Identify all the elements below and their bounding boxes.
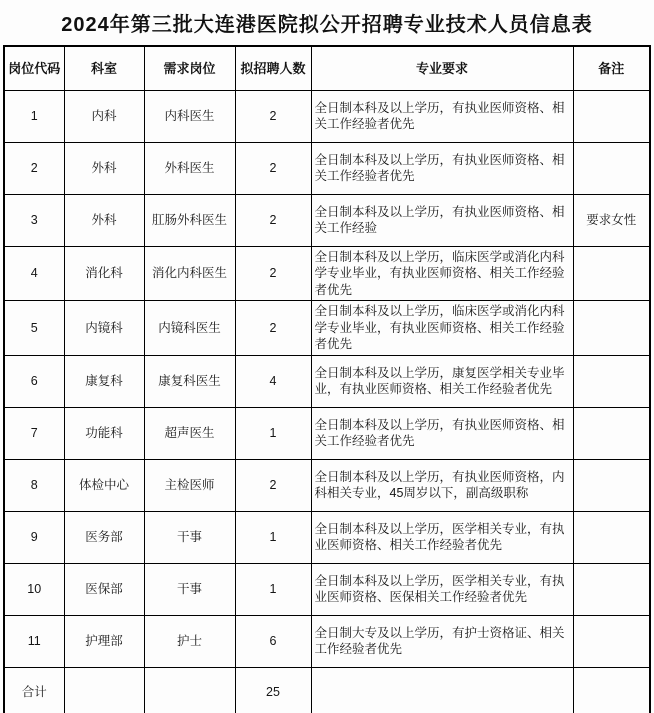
cell-code: 2: [4, 142, 64, 194]
cell-headcount: 1: [235, 563, 311, 615]
cell-remark: [573, 142, 650, 194]
cell-requirement: 全日制大专及以上学历，有护士资格证、相关工作经验者优先: [311, 615, 573, 667]
cell-remark: [573, 459, 650, 511]
cell-requirement: 全日制本科及以上学历，医学相关专业，有执业医师资格、相关工作经验者优先: [311, 511, 573, 563]
cell-headcount: 6: [235, 615, 311, 667]
cell-requirement: 全日制本科及以上学历，有执业医师资格，内科相关专业，45周岁以下，副高级职称: [311, 459, 573, 511]
cell-requirement: 全日制本科及以上学历，医学相关专业，有执业医师资格、医保相关工作经验者优先: [311, 563, 573, 615]
cell-headcount: 2: [235, 194, 311, 246]
table-row: [4, 142, 650, 194]
header-department: 科室: [64, 46, 144, 90]
header-row: [4, 46, 650, 90]
table-row: [4, 511, 650, 563]
total-position: [144, 667, 235, 713]
cell-code: 7: [4, 407, 64, 459]
cell-department: 护理部: [64, 615, 144, 667]
cell-remark: [573, 355, 650, 407]
cell-code: 8: [4, 459, 64, 511]
cell-code: 5: [4, 301, 64, 356]
cell-requirement: 全日制本科及以上学历，有执业医师资格、相关工作经验: [311, 194, 573, 246]
cell-position: 护士: [144, 615, 235, 667]
cell-position: 干事: [144, 511, 235, 563]
cell-department: 康复科: [64, 355, 144, 407]
cell-remark: [573, 90, 650, 142]
cell-code: 9: [4, 511, 64, 563]
cell-code: 3: [4, 194, 64, 246]
cell-headcount: 2: [235, 90, 311, 142]
table-row: [4, 459, 650, 511]
cell-department: 外科: [64, 194, 144, 246]
table-row: [4, 90, 650, 142]
cell-requirement: 全日制本科及以上学历，有执业医师资格、相关工作经验者优先: [311, 407, 573, 459]
total-remark: [573, 667, 650, 713]
cell-headcount: 2: [235, 301, 311, 356]
cell-code: 11: [4, 615, 64, 667]
total-row: [4, 667, 650, 713]
cell-headcount: 1: [235, 407, 311, 459]
cell-requirement: 全日制本科及以上学历，临床医学或消化内科学专业毕业，有执业医师资格、相关工作经验者优先: [311, 246, 573, 301]
table-row: [4, 194, 650, 246]
cell-headcount: 2: [235, 142, 311, 194]
cell-position: 主检医师: [144, 459, 235, 511]
cell-department: 内镜科: [64, 301, 144, 356]
table-body: [4, 90, 650, 713]
table-row: [4, 563, 650, 615]
cell-remark: [573, 615, 650, 667]
cell-department: 消化科: [64, 246, 144, 301]
cell-headcount: 2: [235, 246, 311, 301]
cell-remark: [573, 301, 650, 356]
cell-position: 外科医生: [144, 142, 235, 194]
cell-headcount: 1: [235, 511, 311, 563]
table-header: [4, 46, 650, 90]
cell-remark: [573, 511, 650, 563]
page-title: 2024年第三批大连港医院拟公开招聘专业技术人员信息表: [61, 14, 593, 36]
header-position-code: 岗位代码: [4, 46, 64, 90]
cell-code: 10: [4, 563, 64, 615]
header-remarks: 备注: [573, 46, 650, 90]
header-headcount: 拟招聘人数: [235, 46, 311, 90]
cell-position: 肛肠外科医生: [144, 194, 235, 246]
table-row: [4, 355, 650, 407]
total-headcount: 25: [235, 667, 311, 713]
cell-requirement: 全日制本科及以上学历，有执业医师资格、相关工作经验者优先: [311, 90, 573, 142]
header-requirements: 专业要求: [311, 46, 573, 90]
total-label: 合计: [4, 667, 64, 713]
cell-requirement: 全日制本科及以上学历，有执业医师资格、相关工作经验者优先: [311, 142, 573, 194]
cell-code: 6: [4, 355, 64, 407]
cell-department: 功能科: [64, 407, 144, 459]
table-row: [4, 301, 650, 356]
cell-headcount: 4: [235, 355, 311, 407]
cell-requirement: 全日制本科及以上学历，临床医学或消化内科学专业毕业，有执业医师资格、相关工作经验者优先: [311, 301, 573, 356]
cell-position: 消化内科医生: [144, 246, 235, 301]
cell-position: 内镜科医生: [144, 301, 235, 356]
cell-remark: [573, 563, 650, 615]
cell-headcount: 2: [235, 459, 311, 511]
table-row: [4, 615, 650, 667]
table-row: [4, 246, 650, 301]
cell-position: 干事: [144, 563, 235, 615]
cell-requirement: 全日制本科及以上学历，康复医学相关专业毕业，有执业医师资格、相关工作经验者优先: [311, 355, 573, 407]
cell-department: 医务部: [64, 511, 144, 563]
table-row: [4, 407, 650, 459]
cell-remark: 要求女性: [573, 194, 650, 246]
cell-code: 1: [4, 90, 64, 142]
cell-position: 内科医生: [144, 90, 235, 142]
cell-remark: [573, 246, 650, 301]
cell-position: 超声医生: [144, 407, 235, 459]
cell-remark: [573, 407, 650, 459]
total-requirement: [311, 667, 573, 713]
cell-department: 内科: [64, 90, 144, 142]
cell-department: 外科: [64, 142, 144, 194]
cell-position: 康复科医生: [144, 355, 235, 407]
total-department: [64, 667, 144, 713]
header-required-position: 需求岗位: [144, 46, 235, 90]
cell-code: 4: [4, 246, 64, 301]
cell-department: 医保部: [64, 563, 144, 615]
recruitment-table: [3, 45, 651, 713]
cell-department: 体检中心: [64, 459, 144, 511]
